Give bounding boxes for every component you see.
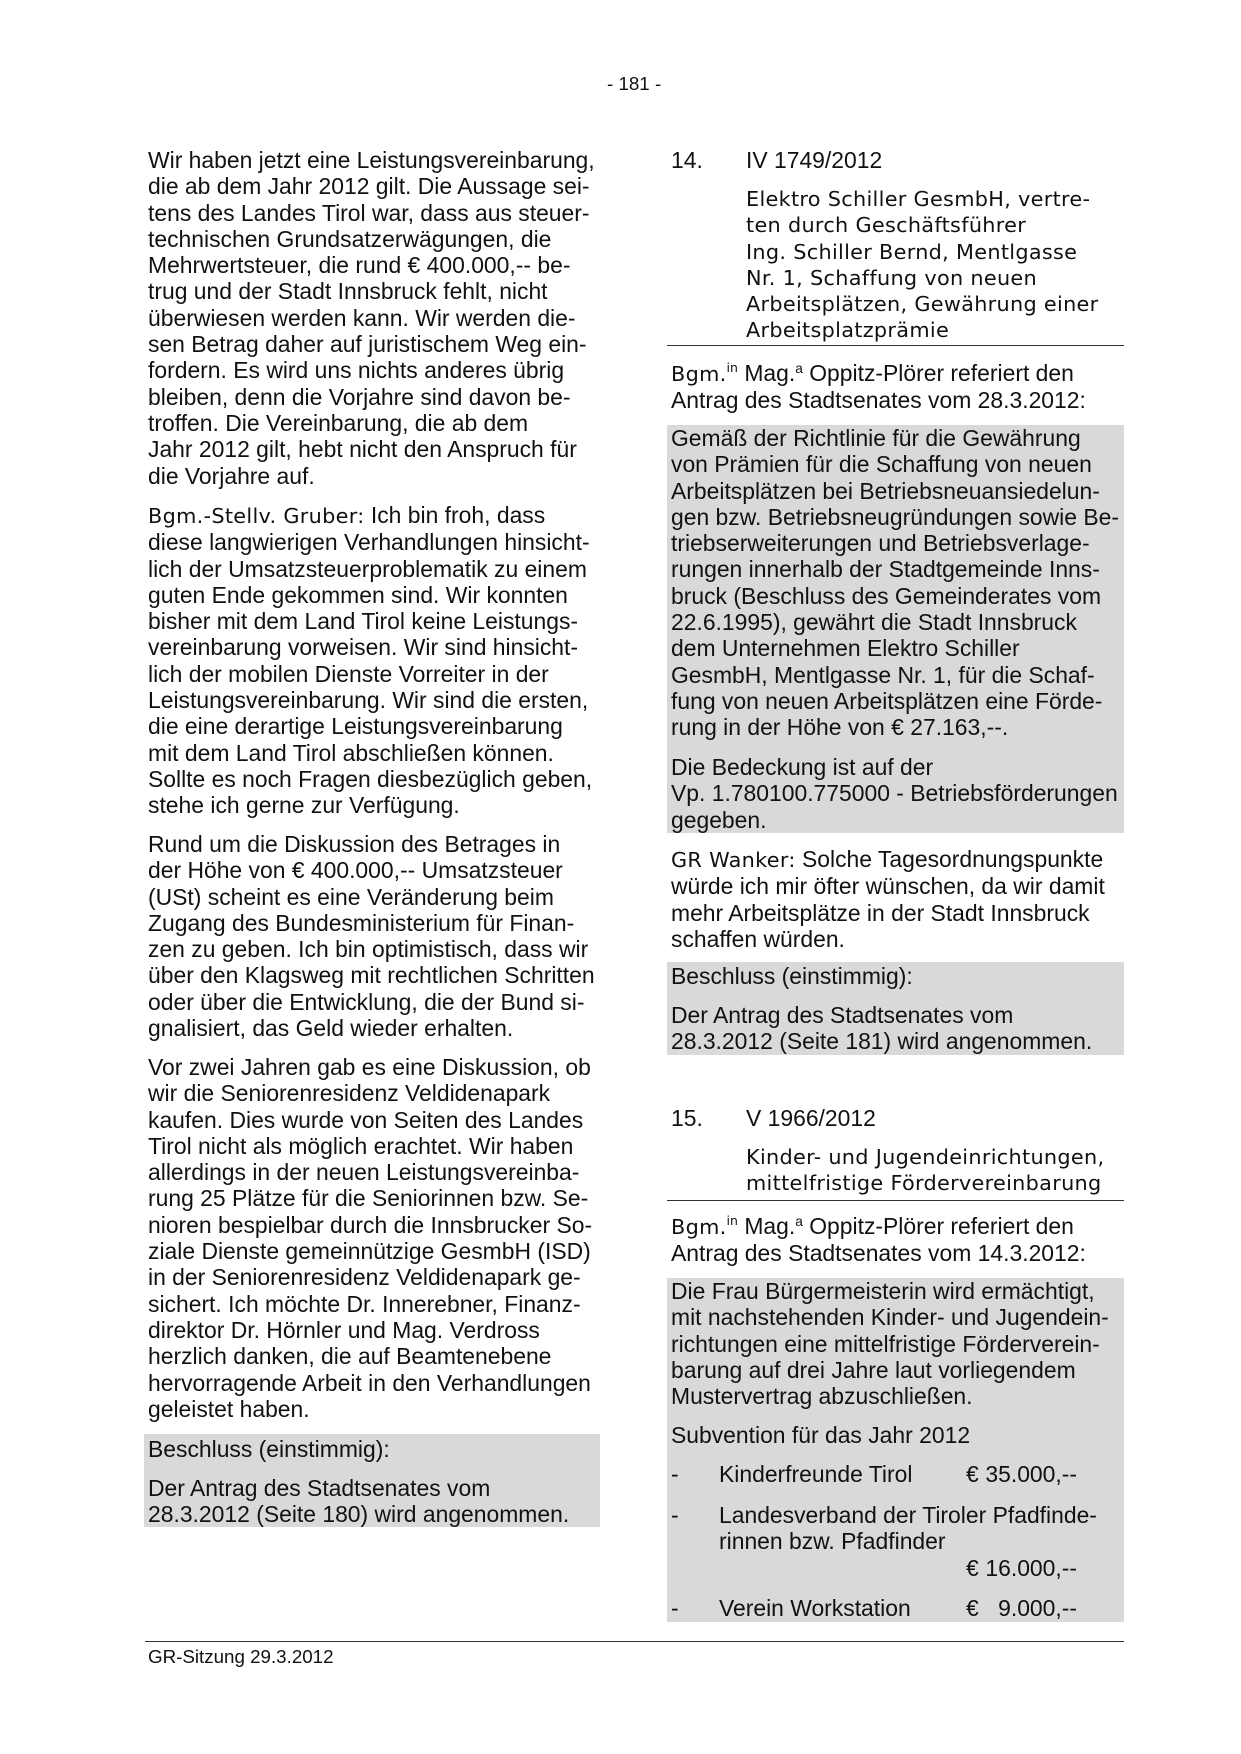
agenda-item-code-14: IV 1749/2012 xyxy=(746,147,883,173)
title-divider-15 xyxy=(667,1200,1124,1201)
resolution-text: Der Antrag des Stadtsenates vom 28.3.2012 (Seite 181) wird angenommen. xyxy=(671,1002,1093,1055)
motion-box-14 xyxy=(667,425,1124,833)
currency-symbol: € xyxy=(966,1461,979,1487)
mayor-title: Bgm. xyxy=(671,1215,727,1239)
list-bullet: - xyxy=(671,1461,679,1487)
list-bullet: - xyxy=(671,1502,679,1528)
agenda-item-number-14: 14. xyxy=(671,147,703,173)
motion-text: Gemäß der Richtlinie für die Gewährung von Prämien für die Schaffung von neuen Arbeitsplätzen bei Betriebsneuansiedelun- gen bzw. Betriebsneugründungen sowie Be- triebserweiterungen und Betriebsverlage- rungen innerhalb der Stadtgemeinde Inns- bruck (Beschluss des Gemeinderates vom 22.6.1995), gewährt die Stadt Innsbruck dem Unternehmen Elektro Schiller GesmbH, Mentlgasse Nr. 1, für die Schaf- fung von neuen Arbeitsplätzen eine Förde- rung in der Höhe von € 27.163,--. xyxy=(671,425,1119,741)
statement-text: Ich bin froh, dass diese langwierigen Verhandlungen hinsicht- lich der Umsatzsteuerproblematik zu einem guten Ende gekommen sind. Wir konnten bisher mit dem Land Tirol keine Leistungs- vereinbarung vorweisen. Wir sind hinsicht- lich der mobilen Dienste Vorreiter in der Leistungsvereinbarung. Wir sind die ersten, die eine derartige Leistungsvereinbarung mit dem Land Tirol abschließen können. Sollte es noch Fragen diesbezüglich geben, stehe ich gerne zur Verfügung. xyxy=(148,502,593,819)
resolution-box-14 xyxy=(667,962,1124,1055)
comment-paragraph-14 xyxy=(671,846,1105,952)
resolution-label: Beschluss (einstimmig): xyxy=(671,963,913,989)
subsidy-item xyxy=(667,1595,1124,1621)
subsidy-heading: Subvention für das Jahr 2012 xyxy=(671,1422,971,1448)
list-bullet: - xyxy=(671,1595,679,1621)
subsidy-item xyxy=(667,1461,1124,1487)
footer-divider xyxy=(145,1641,1124,1642)
speaker-name: GR Wanker: xyxy=(671,848,796,872)
intro-paragraph-14 xyxy=(671,360,1086,414)
comment-text: Solche Tagesordnungspunkte würde ich mir öfter wünschen, da wir damit mehr Arbeitsplätze in der Stadt Innsbruck schaffen würden. xyxy=(671,846,1105,952)
title-divider-14 xyxy=(667,345,1124,346)
degree-superscript: a xyxy=(795,360,803,376)
paragraph-senior-residence: Vor zwei Jahren gab es eine Diskussion, ob wir die Seniorenresidenz Veldidenapark kaufen. Dies wurde von Seiten des Landes Tirol nicht als möglich erachtet. Wir haben allerdings in der neuen Leistungsvereinba- rung 25 Plätze für die Seniorinnen bzw. Se- nioren bespielbar durch die Innsbrucker So- ziale Dienste gemeinnützige GesmbH (ISD) in der Seniorenresidenz Veldidenapark ge- sichert. Ich möchte Dr. Innerebner, Finanz- direktor Dr. Hörnler und Mag. Verdross herzlich danken, die auf Beamtenebene hervorragende Arbeit in den Verhandlungen geleistet haben. xyxy=(148,1054,593,1422)
resolution-box-item-13 xyxy=(144,1434,600,1527)
intro-text: Oppitz-Plörer referiert den Antrag des Stadtsenates vom 28.3.2012: xyxy=(671,360,1086,414)
mayor-title-superscript: in xyxy=(726,359,738,375)
agenda-item-title-14: Elektro Schiller GesmbH, vertre- ten durch Geschäftsführer Ing. Schiller Bernd, Mentlgasse Nr. 1, Schaffung von neuen Arbeitsplätzen, Gewährung einer Arbeitsplatzprämie xyxy=(746,187,1099,343)
degree-title: Mag. xyxy=(744,360,796,386)
subsidy-recipient: Landesverband der Tiroler Pfadfinde- rinnen bzw. Pfadfinder xyxy=(719,1502,1097,1555)
currency-symbol: € xyxy=(966,1595,979,1621)
mayor-title-superscript: in xyxy=(726,1212,738,1228)
degree-superscript: a xyxy=(795,1213,803,1229)
resolution-label: Beschluss (einstimmig): xyxy=(148,1436,390,1462)
budget-coverage-text: Die Bedeckung ist auf der Vp. 1.780100.775000 - Betriebsförderungen gegeben. xyxy=(671,754,1118,833)
mayor-title: Bgm. xyxy=(671,362,727,386)
footer-session-label: GR-Sitzung 29.3.2012 xyxy=(148,1646,334,1667)
agenda-item-number-15: 15. xyxy=(671,1105,703,1131)
intro-paragraph-15 xyxy=(671,1213,1086,1267)
intro-text: Oppitz-Plörer referiert den Antrag des Stadtsenates vom 14.3.2012: xyxy=(671,1213,1086,1267)
motion-box-15 xyxy=(667,1278,1124,1622)
speaker-name: Bgm.-Stellv. Gruber: xyxy=(148,504,365,528)
agenda-item-title-15: Kinder- und Jugendeinrichtungen, mittelfristige Fördervereinbarung xyxy=(746,1145,1105,1196)
subsidy-amount: 9.000,-- xyxy=(998,1595,1077,1621)
degree-title: Mag. xyxy=(744,1213,796,1239)
agenda-item-code-15: V 1966/2012 xyxy=(746,1105,876,1131)
subsidy-amount: 35.000,-- xyxy=(985,1461,1077,1487)
paragraph-service-agreement: Wir haben jetzt eine Leistungsvereinbarung, die ab dem Jahr 2012 gilt. Die Aussage sei- tens des Landes Tirol war, dass aus steuer- technischen Grundsatzerwägungen, die Mehrwertsteuer, die rund € 400.000,-- be- trug und der Stadt Innsbruck fehlt, nicht überwiesen werden kann. Wir werden die- sen Betrag daher auf juristischem Weg ein- fordern. Es wird uns nichts anderes übrig bleiben, denn die Vorjahre sind davon be- troffen. Die Vereinbarung, die ab dem Jahr 2012 gilt, hebt nicht den Anspruch für die Vorjahre auf. xyxy=(148,147,595,489)
resolution-text: Der Antrag des Stadtsenates vom 28.3.2012 (Seite 180) wird angenommen. xyxy=(148,1475,570,1528)
subsidy-recipient: Verein Workstation xyxy=(719,1595,911,1621)
subsidy-amount: 16.000,-- xyxy=(985,1555,1077,1581)
currency-symbol: € xyxy=(966,1555,979,1581)
subsidy-item xyxy=(667,1502,1124,1581)
paragraph-vat-discussion: Rund um die Diskussion des Betrages in der Höhe von € 400.000,-- Umsatzsteuer (USt) scheint es eine Veränderung beim Zugang des Bundesministerium für Finan- zen zu geben. Ich bin optimistisch, dass wir über den Klagsweg mit rechtlichen Schritten oder über die Entwicklung, die der Bund si- gnalisiert, das Geld wieder erhalten. xyxy=(148,831,595,1042)
subsidy-recipient: Kinderfreunde Tirol xyxy=(719,1461,913,1487)
paragraph-gruber-statement xyxy=(148,502,592,819)
page-number: - 181 - xyxy=(607,73,662,94)
motion-text: Die Frau Bürgermeisterin wird ermächtigt, mit nachstehenden Kinder- und Jugendein- richtungen eine mittelfristige Förderverein- barung auf drei Jahre laut vorliegendem Mustervertrag abzuschließen. xyxy=(671,1278,1109,1410)
